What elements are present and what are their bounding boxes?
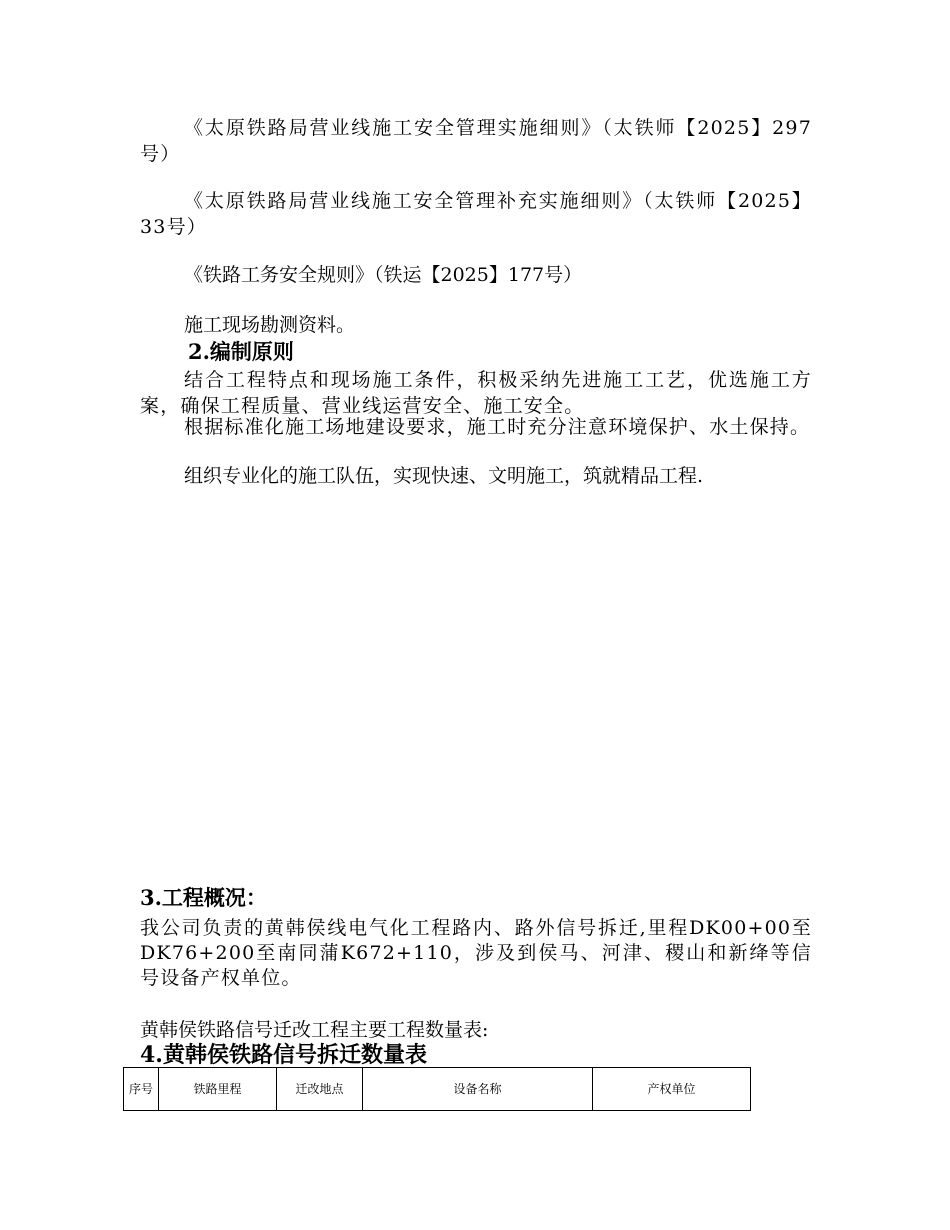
section-2-paragraph-3: 组织专业化的施工队伍，实现快速、文明施工，筑就精品工程. (184, 465, 704, 487)
section-4-heading: 4.黄韩侯铁路信号拆迁数量表 (140, 1042, 427, 1068)
section-3-paragraph: 我公司负责的黄韩侯线电气化工程路内、路外信号拆迁,里程DK00+00至DK76+200至南同蒲K672+110，涉及到侯马、河津、稷山和新绛等信号设备产权单位。 (140, 917, 812, 989)
table-header-row (124, 1068, 751, 1111)
header-mileage: 铁路里程 (159, 1068, 277, 1111)
section-3-heading: 3.工程概况： (140, 885, 267, 910)
header-index: 序号 (124, 1068, 159, 1111)
section-2-paragraph-1: 结合工程特点和现场施工条件，积极采纳先进施工工艺，优选施工方案，确保工程质量、营业线运营安全、施工安全。 (140, 369, 812, 417)
reference-4: 施工现场勘测资料。 (184, 314, 356, 336)
header-location: 迁改地点 (277, 1068, 363, 1111)
section-2-paragraph-2: 根据标准化施工场地建设要求，施工时充分注意环境保护、水土保持。 (184, 416, 811, 438)
table-intro: 黄韩侯铁路信号迁改工程主要工程数量表: (140, 1019, 489, 1041)
quantity-table (123, 1067, 751, 1111)
reference-3: 《铁路工务安全规则》（铁运【2025】177号） (184, 264, 583, 286)
section-2-heading: 2.编制原则 (188, 339, 294, 364)
reference-2: 《太原铁路局营业线施工安全管理补充实施细则》（太铁师【2025】33号） (140, 190, 812, 238)
reference-1: 《太原铁路局营业线施工安全管理实施细则》（太铁师【2025】297号） (140, 117, 812, 165)
header-owner: 产权单位 (593, 1068, 751, 1111)
header-equipment: 设备名称 (363, 1068, 593, 1111)
